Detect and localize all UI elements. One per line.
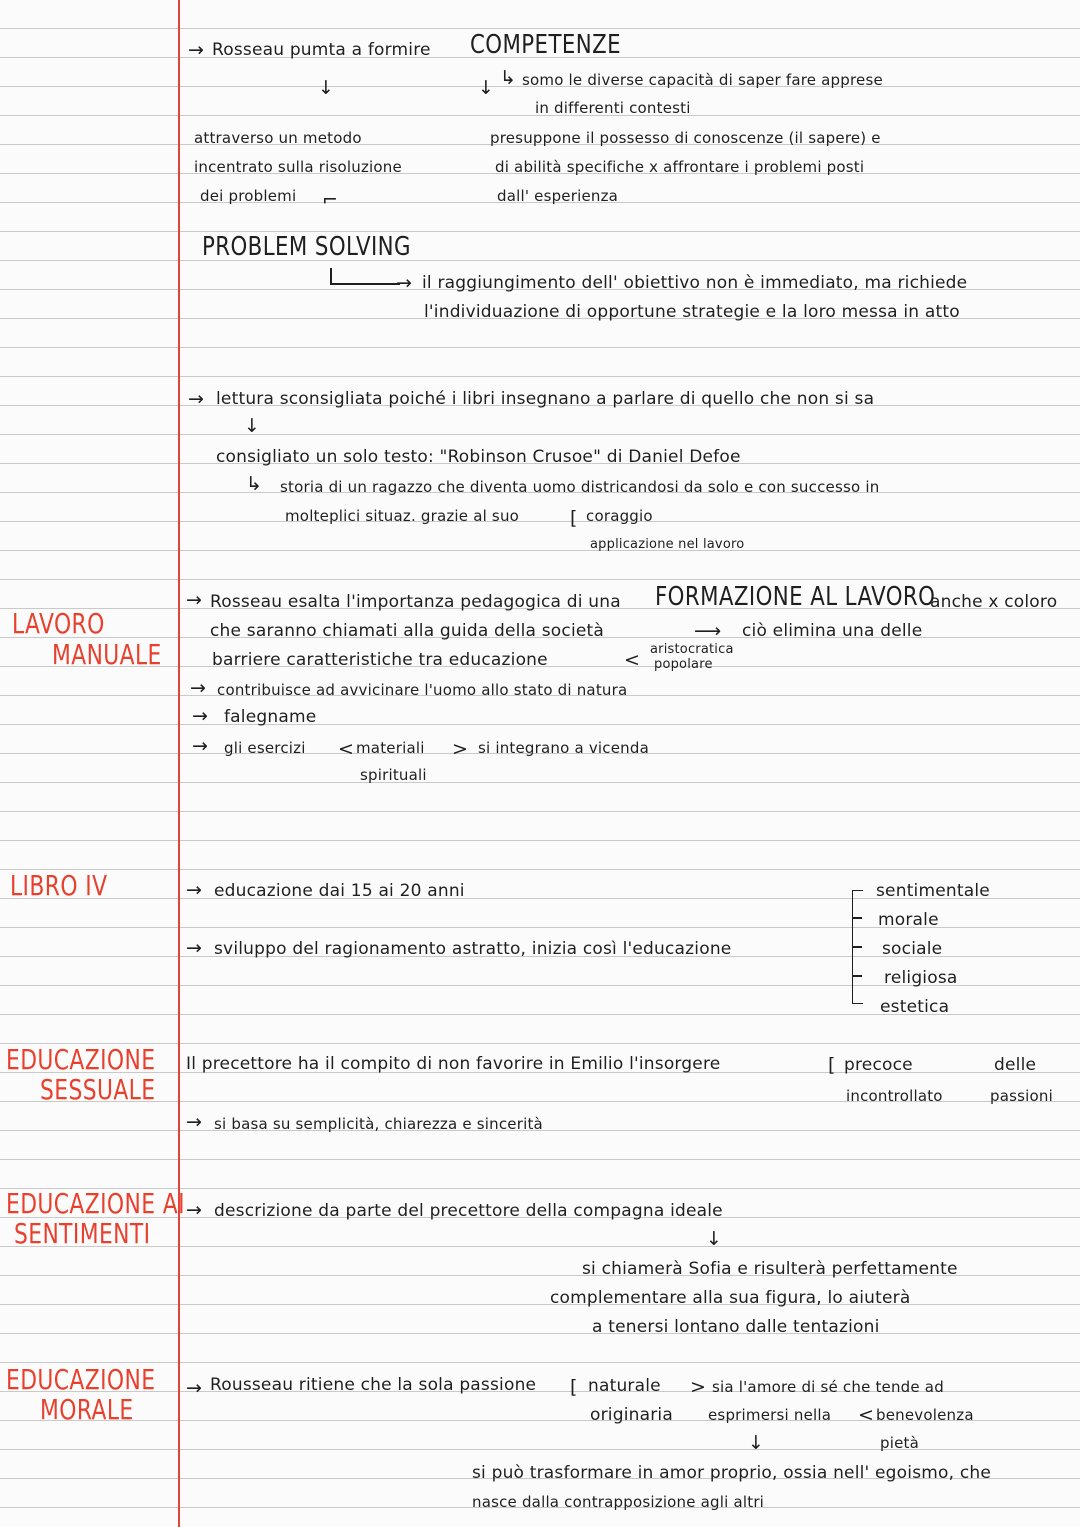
s4-list-item: religiosa	[884, 968, 958, 988]
s3-line-2a: che saranno chiamati alla guida della società	[210, 621, 605, 641]
down-arrow-icon: ↓	[478, 77, 494, 99]
s3-line-1b: anche x coloro	[930, 592, 1058, 612]
bracket-icon: [	[570, 1376, 578, 1398]
s4-list-item: sentimentale	[876, 881, 990, 901]
label-educazione-sessuale-1: EDUCAZIONE	[6, 1043, 156, 1076]
right-arrow-icon: →	[186, 937, 202, 959]
s4-list-item: estetica	[880, 997, 950, 1017]
down-arrow-icon: ↓	[706, 1228, 722, 1250]
right-arrow-icon: →	[192, 735, 208, 757]
s3-line-1a: Rosseau esalta l'importanza pedagogica di una	[210, 592, 621, 612]
s4-list-item: morale	[878, 910, 939, 930]
branch-icon: <	[624, 649, 640, 671]
margin-line	[178, 0, 180, 1527]
down-arrow-icon: ↓	[244, 415, 260, 437]
right-arrow-icon: →	[186, 1111, 202, 1133]
down-arrow-icon: ↓	[748, 1432, 764, 1454]
s1-right-2: di abilità specifiche x affrontare i problemi posti	[495, 158, 865, 176]
s5-delle: delle	[994, 1055, 1037, 1075]
s5-line-2: si basa su semplicità, chiarezza e sincerità	[214, 1115, 543, 1133]
right-arrow-icon: →	[186, 879, 202, 901]
right-arrow-icon: →	[186, 1377, 202, 1399]
s3-spirituali: spirituali	[360, 766, 427, 784]
s4-line-1: educazione dai 15 ai 20 anni	[214, 881, 465, 901]
s1-ps-2: l'individuazione di opportune strategie e la loro messa in atto	[424, 302, 960, 322]
s6-line-4: a tenersi lontano dalle tentazioni	[592, 1317, 880, 1337]
bracket-tick	[852, 975, 862, 977]
s7-line-3: si può trasformare in amor proprio, ossia nell' egoismo, che	[472, 1463, 992, 1483]
right-arrow-icon: →	[186, 1199, 202, 1221]
turn-arrow-icon: ↳	[246, 473, 262, 495]
s3-line-2b: ciò elimina una delle	[742, 621, 923, 641]
s1-def-1: somo le diverse capacità di saper fare apprese	[522, 71, 883, 89]
s2-line-2: consigliato un solo testo: "Robinson Crusoe" di Daniel Defoe	[216, 447, 741, 467]
bracket-icon: [	[828, 1054, 836, 1076]
s7-line-2a: esprimersi nella	[708, 1406, 832, 1424]
merge-icon: >	[690, 1376, 706, 1398]
s3-line-3a: barriere caratteristiche tra educazione	[212, 650, 548, 670]
label-manuale: MANUALE	[52, 638, 162, 671]
label-educazione-morale-1: EDUCAZIONE	[6, 1363, 156, 1396]
right-arrow-icon: →	[396, 272, 412, 294]
s7-line-4: nasce dalla contrapposizione agli altri	[472, 1493, 765, 1511]
merge-icon: >	[452, 738, 468, 760]
turn-arrow-icon: ↳	[500, 67, 516, 89]
label-educazione-sessuale-2: SESSUALE	[40, 1073, 156, 1106]
s3-aristocratica: aristocratica	[650, 642, 734, 657]
connector-line	[330, 268, 332, 284]
s6-line-3: complementare alla sua figura, lo aiuterà	[550, 1288, 911, 1308]
s2-line-3: storia di un ragazzo che diventa uomo districandosi da solo e con successo in	[280, 478, 880, 496]
right-arrow-icon: →	[188, 388, 204, 410]
s1-left-1: attraverso un metodo	[194, 129, 362, 147]
s3-formazione-heading: FORMAZIONE AL LAVORO	[655, 582, 936, 612]
turn-down-arrow-icon: ⌐	[322, 189, 338, 211]
s6-line-2: si chiamerà Sofia e risulterà perfettamente	[582, 1259, 958, 1279]
s3-line-4: contribuisce ad avvicinare l'uomo allo stato di natura	[217, 681, 628, 699]
s2-bracket-1: coraggio	[586, 507, 653, 525]
s3-popolare: popolare	[654, 657, 713, 672]
s7-benevolenza: benevolenza	[876, 1406, 974, 1424]
down-arrow-icon: ↓	[318, 77, 334, 99]
s1-def-2: in differenti contesti	[535, 99, 691, 117]
s4-line-2: sviluppo del ragionamento astratto, inizia così l'educazione	[214, 939, 732, 959]
long-right-arrow-icon: ⟶	[694, 620, 722, 642]
bracket-tick	[852, 946, 862, 948]
s1-left-3: dei problemi	[200, 187, 297, 205]
s7-line-1b: sia l'amore di sé che tende ad	[712, 1378, 944, 1396]
right-arrow-icon: →	[190, 677, 206, 699]
label-educazione-sentimenti-1: EDUCAZIONE AI	[6, 1187, 185, 1220]
s3-line-6b: si integrano a vicenda	[478, 739, 649, 757]
s1-problem-solving-heading: PROBLEM SOLVING	[202, 232, 411, 262]
bracket-tick	[852, 917, 862, 919]
connector-line	[330, 283, 400, 285]
s7-originaria: originaria	[590, 1405, 673, 1425]
s5-precoce: precoce	[844, 1055, 913, 1075]
label-lavoro: LAVORO	[12, 607, 105, 640]
s6-line-1: descrizione da parte del precettore della compagna ideale	[214, 1201, 723, 1221]
s1-intro: Rosseau pumta a formire	[212, 40, 431, 60]
branch-icon: <	[858, 1404, 874, 1426]
s7-naturale: naturale	[588, 1376, 661, 1396]
bracket-icon: [	[570, 507, 578, 529]
s5-passioni: passioni	[990, 1087, 1053, 1105]
s7-line-1a: Rousseau ritiene che la sola passione	[210, 1375, 537, 1395]
label-educazione-sentimenti-2: SENTIMENTI	[14, 1217, 151, 1250]
s1-left-2: incentrato sulla risoluzione	[194, 158, 402, 176]
right-arrow-icon: →	[188, 39, 204, 61]
right-arrow-icon: →	[192, 705, 208, 727]
s5-incontrollato: incontrollato	[846, 1087, 943, 1105]
s2-line-1: lettura sconsigliata poiché i libri insegnano a parlare di quello che non si sa	[216, 389, 875, 409]
s3-line-5: falegname	[224, 707, 317, 727]
s3-materiali: materiali	[356, 739, 425, 757]
s1-ps-1: il raggiungimento dell' obiettivo non è immediato, ma richiede	[422, 273, 968, 293]
s1-competenze-heading: COMPETENZE	[470, 30, 622, 60]
s2-bracket-2: applicazione nel lavoro	[590, 537, 745, 552]
s3-line-6a: gli esercizi	[224, 739, 306, 757]
s7-pieta: pietà	[880, 1434, 919, 1452]
right-arrow-icon: →	[186, 589, 202, 611]
s1-right-1: presuppone il possesso di conoscenze (il sapere) e	[490, 129, 881, 147]
label-educazione-morale-2: MORALE	[40, 1393, 134, 1426]
s2-line-4: molteplici situaz. grazie al suo	[285, 507, 520, 525]
s1-right-3: dall' esperienza	[497, 187, 619, 205]
s4-list-item: sociale	[882, 939, 943, 959]
s5-line-1: Il precettore ha il compito di non favorire in Emilio l'insorgere	[186, 1054, 721, 1074]
branch-icon: <	[338, 738, 354, 760]
label-libro-iv: LIBRO IV	[10, 869, 108, 902]
